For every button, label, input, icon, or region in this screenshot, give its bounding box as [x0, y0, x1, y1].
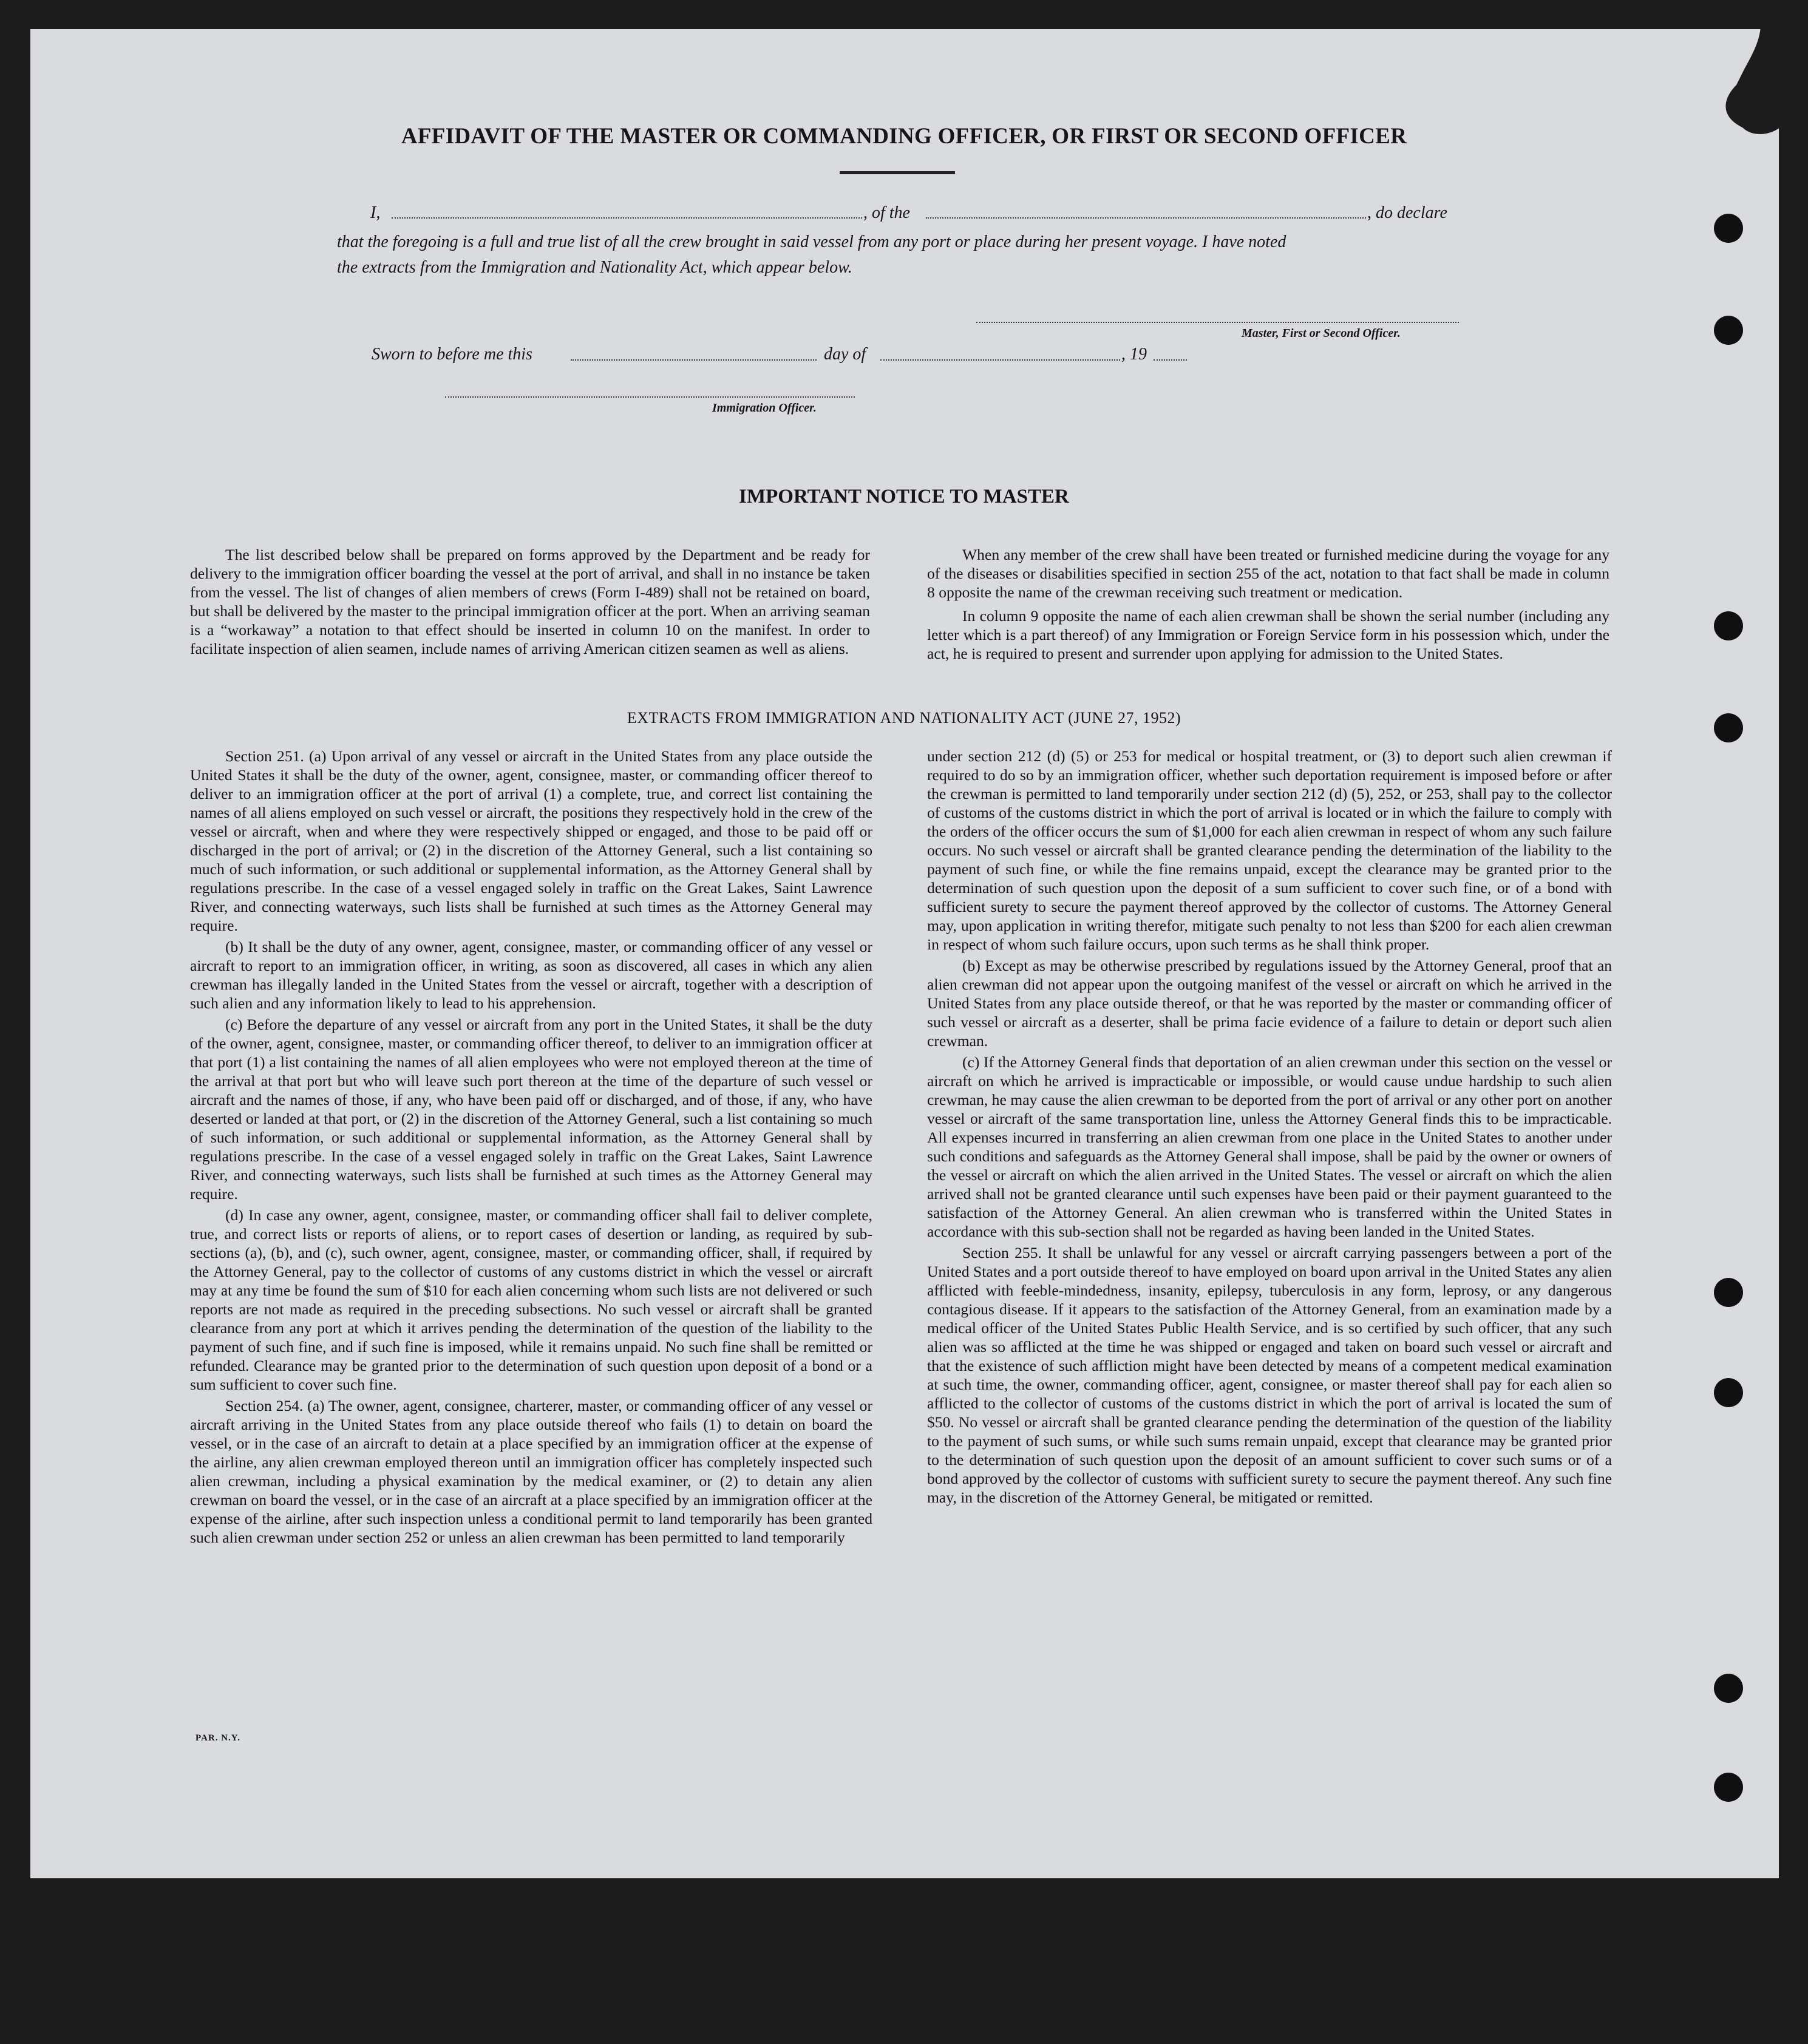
master-signature-line[interactable] [976, 322, 1459, 323]
officer-signature-line[interactable] [445, 396, 855, 398]
section-251-b: (b) It shall be the duty of any owner, agent, consignee, master, or commanding officer of any vessel or aircraft to report to an immigration officer, in writing, as soon as discovered, all cases in which any alien crewman has illegally landed in the United States from the vessel or aircraft, together with a description of such alien and any information likely to lead to his apprehension. [190, 938, 872, 1012]
section-254-c: (c) If the Attorney General finds that deportation of an alien crewman under this section on the vessel or aircraft on which he arrived is impracticable or impossible, or would cause undue hardship to such alien crewman, he may cause the alien crewman to be deported from the port of arrival or any other port on another vessel or aircraft of the same transportation line, unless the Attorney General finds this to be impracticable. All expenses incurred in transferring an alien crewman from one place in the United States to another under such conditions and safeguards as the Attorney General shall impose, shall be paid by the owner or owners of the vessel or aircraft on which the alien arrived in the United States. The vessel or aircraft on which the alien arrived shall not be granted clearance until such expenses have been paid or their payment guaranteed to the satisfaction of the Attorney General. An alien crewman who is transferred within the United States in accordance with this sub-section shall not be regarded as having been landed in the United States. [927, 1053, 1612, 1240]
affidavit-i-label: I, [370, 203, 381, 222]
sworn-day-blank-line[interactable] [571, 359, 817, 361]
notice-right-column [927, 545, 1609, 665]
extracts-left-column [190, 747, 872, 1549]
sworn-label: Sworn to before me this [372, 345, 532, 364]
officer-signature-label: Immigration Officer. [712, 401, 817, 415]
section-251-d: (d) In case any owner, agent, consignee, master, or commanding officer shall fail to deliver complete, true, and correct lists or reports of aliens, or to report cases of desertion or landing, as required by sub-sections (a), (b), and (c), such owner, agent, consignee, master, or commanding officer, shall, if required by the Attorney General, pay to the collector of customs of any customs district in which the vessel or aircraft may at any time be found the sum of $10 for each alien concerning whom such lists are not delivered or such reports are not made as required in the preceding subsections. No such vessel or aircraft shall be granted clearance from any port at which it arrives pending the determination of the question of the liability to the payment of such fine, and if such fine is imposed, while it remains unpaid. No such fine shall be remitted or refunded. Clearance may be granted prior to the determination of such question upon deposit of a bond or a sum sufficient to cover such fine. [190, 1206, 872, 1393]
sworn-month-blank-line[interactable] [880, 359, 1120, 361]
section-251-a: Section 251. (a) Upon arrival of any vessel or aircraft in the United States from any place outside the United States it shall be the duty of the owner, agent, consignee, master, or commanding officer thereof to deliver to an immigration officer at the port of arrival (1) a complete, true, and correct list containing the names of all aliens employed on such vessel or aircraft, the positions they respectively hold in the crew of the vessel or aircraft, when and where they were respectively shipped or engaged, and those to be paid off or discharged in the port of arrival; or (2) in the discretion of the Attorney General, such a list containing so much of such information, or such additional or supplemental information, as the Attorney General shall by regulations prescribe. In the case of a vessel engaged solely in traffic on the Great Lakes, Saint Lawrence River, and connecting waterways, such lists shall be furnished at such times as the Attorney General may require. [190, 747, 872, 934]
section-254-a: Section 254. (a) The owner, agent, consignee, charterer, master, or commanding officer of any vessel or aircraft arriving in the United States from any place outside thereof who fails (1) to detain on board the vessel, or in the case of an aircraft to detain at a place specified by an immigration officer at the expense of the airline, any alien crewman employed thereon until an immigration officer has completely inspected such alien crewman, including a physical examination by the medical examiner, or (2) to detain any alien crewman on board the vessel, or in the case of an aircraft at a place specified by an immigration officer at the expense of the airline, after such inspection unless a conditional permit to land temporarily has been granted such alien crewman under section 252 or unless an alien crewman has been permitted to land temporarily [190, 1397, 872, 1546]
punch-hole [1714, 611, 1743, 640]
name-blank-line[interactable] [392, 217, 862, 219]
notice-title: IMPORTANT NOTICE TO MASTER [739, 486, 1069, 508]
printer-mark: PAR. N.Y. [195, 1733, 241, 1743]
section-251-c: (c) Before the departure of any vessel or aircraft from any port in the United States, it shall be the duty of the owner, agent, consignee, master, or commanding officer thereof, to deliver to an immigration officer at that port (1) a list containing the names of all alien employees who were not employed thereon at the time of the arrival at that port but who will leave such port thereon at the time of the departure of such vessel or aircraft and the names of those, if any, who have been paid off or discharged, and of those, if any, who have deserted or landed at that port, or (2) in the discretion of the Attorney General, such a list containing so much of such information, or such additional or supplemental information, as the Attorney General shall by regulations prescribe. In the case of a vessel engaged solely in traffic on the Great Lakes, Saint Lawrence River, and connecting waterways, such lists shall be furnished at such times as the Attorney General may require. [190, 1016, 872, 1203]
section-254-b: (b) Except as may be otherwise prescribed by regulations issued by the Attorney General, proof that an alien crewman did not appear upon the outgoing manifest of the vessel or aircraft on which he arrived in the United States from any place outside thereof, or that he was reported by the master or commanding officer of such vessel or aircraft as a deserter, shall be prima facie evidence of a failure to detain or deport such alien crewman. [927, 957, 1612, 1050]
notice-left-column [190, 545, 870, 660]
master-signature-label: Master, First or Second Officer. [1242, 327, 1401, 340]
year-blank-line[interactable] [1154, 359, 1187, 361]
title-underline [840, 171, 955, 174]
notice-right-paragraph-2: In column 9 opposite the name of each alien crewman shall be shown the serial number (including any letter which is a part thereof) of any Immigration or Foreign Service form in his possession which, under the act, he is required to present and surrender upon applying for admission to the United States. [927, 607, 1609, 662]
vessel-blank-line[interactable] [926, 217, 1366, 219]
section-255: Section 255. It shall be unlawful for any vessel or aircraft carrying passengers between a port of the United States and a port outside thereof to have employed on board upon arrival in the United States any alien afflicted with feeble-mindedness, insanity, epilepsy, tuberculosis in any form, leprosy, or any dangerous contagious disease. If it appears to the satisfaction of the Attorney General, from an examination made by a medical officer of the United States Public Health Service, and is so certified by such officer, that any such alien was so afflicted at the time he was shipped or engaged and taken on board such vessel or aircraft and that the existence of such affliction might have been detected by means of a competent medical examination at such time, the owner, commanding officer, agent, consignee, or master thereof shall pay for each alien so afflicted to the collector of customs of the customs district in which the port of arrival is located the sum of $50. No vessel or aircraft shall be granted clearance pending the determination of the question of the liability to the payment of such sums, or while such sums remain unpaid, except that clearance may be granted prior to the determination of such question upon the deposit of an amount sufficient to cover such sums or of a bond approved by the collector of customs with sufficient surety to secure the payment thereof. Any such fine may, in the discretion of the Attorney General, be mitigated or remitted. [927, 1244, 1612, 1506]
extracts-title: EXTRACTS FROM IMMIGRATION AND NATIONALITY ACT (JUNE 27, 1952) [627, 709, 1181, 727]
section-254-a-continued: under section 212 (d) (5) or 253 for medical or hospital treatment, or (3) to deport such alien crewman if required to do so by an immigration officer, whether such deportation requirement is imposed before or after the crewman is permitted to land temporarily under section 212 (d) (5), 252, or 253, shall pay to the collector of customs of the customs district in which the port of arrival is located or in which the failure to comply with the orders of the officer occurs the sum of $1,000 for each alien crewman in respect of whom any such failure occurs. No such vessel or aircraft shall be granted clearance pending the determination of the liability to the payment of such fine, or while the fine remains unpaid, except the clearance may be granted prior to the determination of such question upon the deposit of a sum sufficient to cover such fine, or of a bond with sufficient surety to secure the payment thereof approved by the collector of customs. The Attorney General may, upon application in writing therefor, mitigate such penalty to not less than $200 for each alien crewman in respect of whom such failure occurs, upon such terms as he shall think proper. [927, 747, 1612, 953]
affidavit-of-the-label: , of the [863, 203, 910, 222]
punch-hole [1714, 1278, 1743, 1307]
notice-left-paragraph: The list described below shall be prepared on forms approved by the Department and be ready for delivery to the immigration officer boarding the vessel at the port of arrival, and shall in no instance be taken from the vessel. The list of changes of alien members of crews (Form I-489) shall not be retained on board, but shall be delivered by the master to the principal immigration officer at the port. When an arriving seaman is a “workaway” a notation to that effect should be inserted in column 10 on the manifest. In order to facilitate inspection of alien seamen, include names of arriving American citizen seamen as well as aliens. [190, 546, 870, 657]
extracts-right-column [927, 747, 1612, 1509]
affidavit-line-3: the extracts from the Immigration and Nationality Act, which appear below. [337, 258, 852, 277]
notice-right-paragraph-1: When any member of the crew shall have been treated or furnished medicine during the voyage for any of the diseases or disabilities specified in section 255 of the act, notation to that fact shall be made in column 8 opposite the name of the crewman receiving such treatment or medication. [927, 546, 1609, 601]
punch-hole [1714, 1674, 1743, 1703]
affidavit-do-declare-label: , do declare [1367, 203, 1447, 222]
punch-hole [1714, 214, 1743, 243]
affidavit-title: AFFIDAVIT OF THE MASTER OR COMMANDING OFFICER, OR FIRST OR SECOND OFFICER [401, 124, 1407, 149]
punch-hole [1714, 1378, 1743, 1407]
punch-hole [1714, 1773, 1743, 1802]
year-prefix-label: , 19 [1121, 345, 1147, 364]
affidavit-line-2: that the foregoing is a full and true list of all the crew brought in said vessel from any port or place during her present voyage. I have noted [337, 233, 1286, 251]
day-of-label: day of [824, 345, 866, 364]
punch-hole [1714, 316, 1743, 345]
